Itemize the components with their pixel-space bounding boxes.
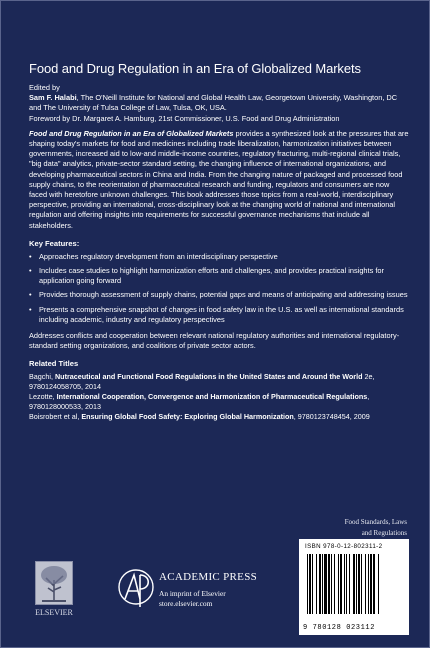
academic-press-logo-icon (117, 565, 155, 616)
editor-affiliation: , The O'Neill Institute for National and Global Health Law, Georgetown University, Washington, DC and The University of Tulsa College of Law, Tulsa, OK, USA. (29, 93, 398, 113)
feature-item: • Provides thorough assessment of supply chains, potential gaps and means of anticipating and addressing issues (29, 290, 409, 300)
key-features-list (29, 252, 409, 325)
description (29, 129, 409, 231)
editor-line (29, 93, 409, 113)
credits (29, 83, 409, 124)
related-details: , 9780128000533, 2013 (29, 392, 370, 412)
store-url: store.elsevier.com (159, 598, 213, 608)
related-titles-heading: Related Titles (29, 359, 79, 369)
feature-item: • Presents a comprehensive snapshot of changes in food safety law in the U.S. as well as international standards including academic, industry and regulatory perspectives (29, 305, 409, 325)
related-title: International Cooperation, Convergence and Harmonization of Pharmaceutical Regulations (56, 392, 368, 402)
related-title-item (29, 412, 409, 422)
editor-name: Sam F. Halabi (29, 93, 77, 103)
related-author: Lezotte, (29, 392, 57, 402)
academic-press-name: ACADEMIC PRESS (159, 571, 258, 583)
isbn-barcode (299, 539, 409, 635)
isbn-label: ISBN 978-0-12-802311-2 (305, 543, 383, 550)
related-title-item (29, 372, 409, 392)
series-label (345, 517, 407, 539)
imprint-info (159, 589, 226, 608)
related-title-item (29, 392, 409, 412)
elsevier-logo (35, 561, 73, 617)
closing-paragraph: Addresses conflicts and cooperation between relevant national regulatory authorities and international regulatory-standard setting organizations, and coalitions of private sector actors. (29, 331, 400, 351)
series-line-2: and Regulations (361, 529, 407, 537)
book-title: Food and Drug Regulation in an Era of Globalized Markets (29, 61, 361, 76)
description-lead: Food and Drug Regulation in an Era of Globalized Markets (29, 128, 234, 138)
related-title: Nutraceutical and Functional Food Regulations in the United States and Around the World (54, 372, 363, 382)
related-details: 2e, 9780124058705, 2014 (29, 372, 375, 392)
barcode-bars-icon (305, 554, 403, 620)
feature-item: • Approaches regulatory development from an interdisciplinary perspective (29, 252, 409, 262)
series-line-1: Food Standards, Laws (344, 518, 407, 526)
related-author: Boisrobert et al, (29, 412, 82, 422)
barcode-digits: 9 780128 023112 (303, 624, 376, 632)
imprint-line: An imprint of Elsevier (159, 589, 226, 598)
description-body: provides a synthesized look at the pressures that are shaping today's markets for food and medicines including trade liberalization, harmonization initiatives between governments, increased aid to low-and middle-income countries, regulatory fracturing, multi-regional clinical trials, "big data" analytics, private-sector standard setting, the changing influence of international organizations, and developing pharmaceutical sectors in China and India. From the changing nature of packaged and processed food supply chains, to the reorientation of pharmaceutical research and funding, regulators and consumers are now faced with heretofore unknown challenges. This book addresses those topics from a real-world, interdisciplinary perspective, providing an international, cross-disciplinary look at the changing world of national and international regulation and offering insights into requirements for successful governance mechanisms that include all stakeholders. (29, 128, 409, 230)
related-author: Bagchi, (29, 372, 55, 382)
edited-by-label: Edited by (29, 83, 60, 92)
foreword-line: Foreword by Dr. Margaret A. Hamburg, 21st Commissioner, U.S. Food and Drug Administration (29, 113, 340, 123)
cover-text-block (29, 61, 409, 422)
publisher-footer (29, 543, 409, 637)
feature-item: • Includes case studies to highlight harmonization efforts and challenges, and provides practical insights for application going forward (29, 266, 409, 286)
related-titles-list (29, 372, 409, 422)
elsevier-tree-icon (35, 561, 73, 605)
elsevier-wordmark: ELSEVIER (35, 608, 73, 617)
key-features-heading: Key Features: (29, 238, 80, 248)
related-details: , 9780123748454, 2009 (293, 412, 370, 422)
related-title: Ensuring Global Food Safety: Exploring Global Harmonization (81, 412, 294, 422)
